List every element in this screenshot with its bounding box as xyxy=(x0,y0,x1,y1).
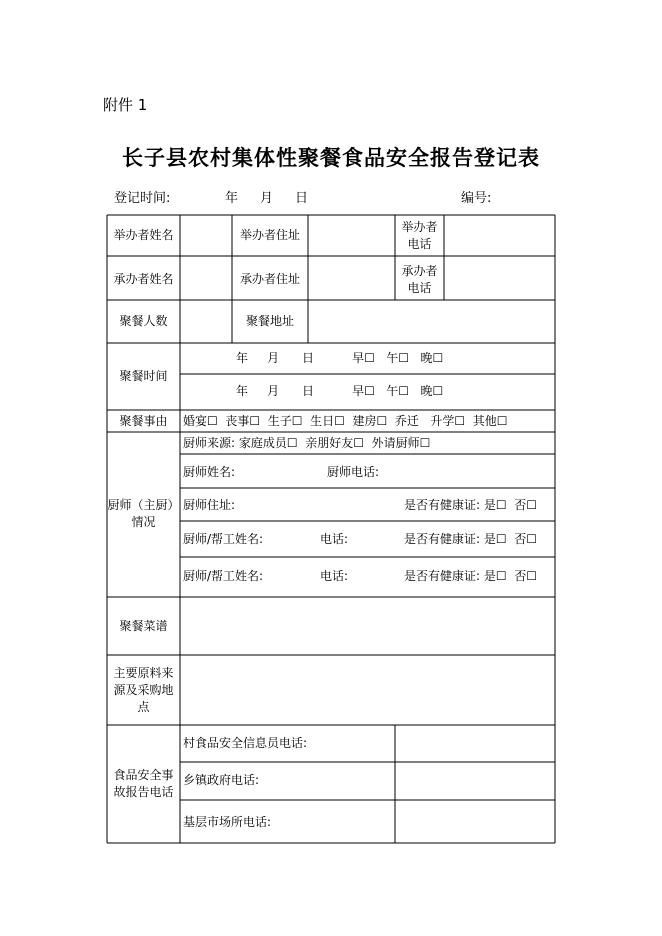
helper-2-name-label: 厨师/帮工姓名: xyxy=(183,569,264,583)
purpose-options[interactable]: 婚宴☐ 丧事☐ 生子☐ 生日☐ 建房☐ 乔迁 升学☐ 其他☐ xyxy=(183,414,508,428)
menu-field[interactable] xyxy=(181,598,554,654)
contractor-name-field[interactable] xyxy=(181,257,231,299)
host-phone-field[interactable] xyxy=(445,216,554,256)
number-label: 编号: xyxy=(461,191,492,206)
chef-source[interactable]: 厨师来源: 家庭成员☐ 亲朋好友☐ 外请厨师☐ xyxy=(183,436,431,450)
month-label: 月 xyxy=(260,191,274,206)
helper-2-health-certificate[interactable]: 是否有健康证: 是☐ 否☐ xyxy=(404,569,538,583)
year-label: 年 xyxy=(225,191,239,206)
host-name-label: 举办者姓名 xyxy=(113,228,174,242)
diners-count-label: 聚餐人数 xyxy=(119,314,168,328)
chef-address-label: 厨师住址: xyxy=(183,498,236,512)
page-title: 长子县农村集体性聚餐食品安全报告登记表 xyxy=(122,145,540,170)
contractor-address-field[interactable] xyxy=(309,257,394,299)
chef-name-label: 厨师姓名: xyxy=(183,465,236,479)
host-address-field[interactable] xyxy=(309,216,394,256)
dining-time-label: 聚餐时间 xyxy=(119,369,168,383)
host-address-label: 举办者住址 xyxy=(239,228,300,242)
materials-source-label: 主要原料来 源及采购地 点 xyxy=(113,666,174,714)
contractor-address-label: 承办者住址 xyxy=(239,272,300,286)
incident-report-phones-label: 食品安全事 故报告电话 xyxy=(113,768,174,799)
market-office-phone-label: 基层市场所电话: xyxy=(183,815,272,829)
dining-time-row-2[interactable]: 年 月 日 早☐ 午☐ 晚☐ xyxy=(236,384,444,398)
attachment-label: 附件 1 xyxy=(103,96,148,114)
host-name-field[interactable] xyxy=(181,216,231,256)
materials-source-field[interactable] xyxy=(181,656,554,724)
dining-address-label: 聚餐地址 xyxy=(245,314,294,328)
day-label: 日 xyxy=(295,191,309,206)
market-office-phone-field[interactable] xyxy=(396,801,554,842)
helper-1-phone-label: 电话: xyxy=(320,532,349,546)
helper-1-health-certificate[interactable]: 是否有健康证: 是☐ 否☐ xyxy=(404,532,538,546)
chef-health-certificate[interactable]: 是否有健康证: 是☐ 否☐ xyxy=(404,498,538,512)
chef-info-label: 厨师（主厨） 情况 xyxy=(107,498,180,529)
dining-purpose-label: 聚餐事由 xyxy=(119,414,168,428)
registration-time-label: 登记时间: xyxy=(114,191,171,206)
chef-phone-label: 厨师电话: xyxy=(327,465,380,479)
diners-count-field[interactable] xyxy=(181,301,231,342)
helper-2-phone-label: 电话: xyxy=(320,569,349,583)
contractor-phone-label: 承办者 电话 xyxy=(401,264,438,295)
town-government-phone-field[interactable] xyxy=(396,763,554,799)
town-government-phone-label: 乡镇政府电话: xyxy=(183,773,260,787)
dining-time-row-1[interactable]: 年 月 日 早☐ 午☐ 晚☐ xyxy=(236,351,444,365)
contractor-phone-field[interactable] xyxy=(445,257,554,299)
dining-address-field[interactable] xyxy=(309,301,554,342)
host-phone-label: 举办者 电话 xyxy=(401,220,438,251)
contractor-name-label: 承办者姓名 xyxy=(113,272,174,286)
helper-1-name-label: 厨师/帮工姓名: xyxy=(183,532,264,546)
village-officer-phone-label: 村食品安全信息员电话: xyxy=(183,736,308,750)
village-officer-phone-field[interactable] xyxy=(396,726,554,761)
menu-label: 聚餐菜谱 xyxy=(119,619,168,633)
